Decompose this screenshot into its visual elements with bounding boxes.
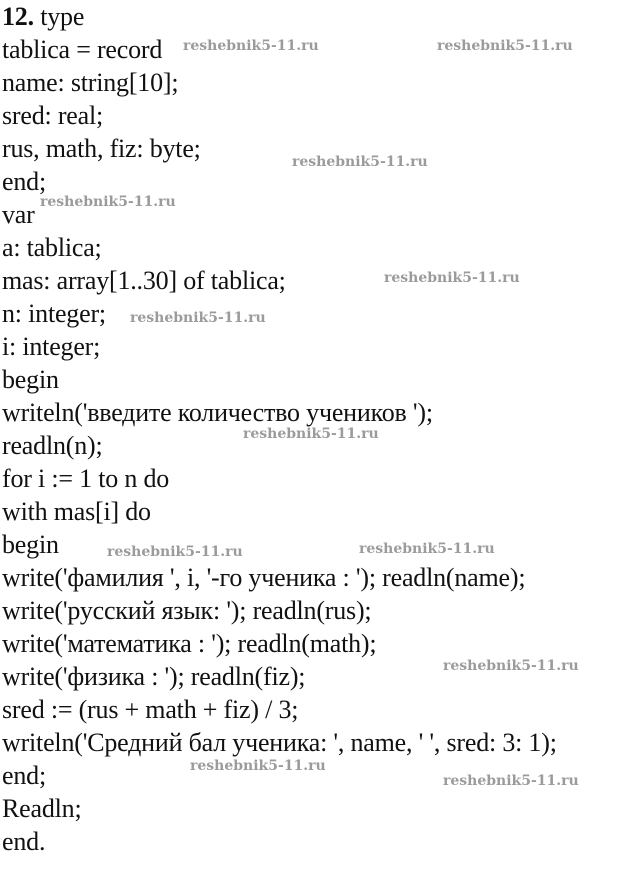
watermark: reshebnik5-11.ru [183,38,319,54]
watermark: reshebnik5-11.ru [437,38,573,54]
code-line-20: write('физика : '); readln(fiz); [2,662,306,691]
code-line-2: name: string[10]; [2,68,179,97]
code-line-1: tablica = record [2,35,163,64]
code-line-7: a: tablica; [2,233,102,262]
type-keyword: type [33,2,85,31]
watermark: reshebnik5-11.ru [130,310,266,326]
watermark: reshebnik5-11.ru [107,544,243,560]
watermark: reshebnik5-11.ru [190,758,326,774]
code-line-17: write('фамилия ', i, '-го ученика : '); readln(name); [2,563,526,592]
watermark: reshebnik5-11.ru [292,154,428,170]
watermark: reshebnik5-11.ru [384,270,520,286]
code-line-14: for i := 1 to n do [2,464,170,493]
code-line-23: end; [2,761,46,790]
code-line-3: sred: real; [2,101,104,130]
code-line-18: write('русский язык: '); readln(rus); [2,596,372,625]
problem-number: 12. [2,2,34,31]
code-line-19: write('математика : '); readln(math); [2,629,377,658]
code-line-13: readln(n); [2,431,103,460]
code-line-25: end. [2,827,46,856]
code-line-8: mas: array[1..30] of tablica; [2,266,286,295]
code-line-24: Readln; [2,794,82,823]
code-line-11: begin [2,365,59,394]
code-line-9: n: integer; [2,299,106,328]
watermark: reshebnik5-11.ru [40,194,176,210]
code-line-4: rus, math, fiz: byte; [2,134,201,163]
watermark: reshebnik5-11.ru [359,541,495,557]
code-line-12: writeln('введите количество учеников '); [2,398,433,427]
code-line-10: i: integer; [2,332,101,361]
code-line-16: begin [2,530,59,559]
code-line-5: end; [2,167,46,196]
code-line-6: var [2,200,35,229]
watermark: reshebnik5-11.ru [243,426,379,442]
watermark: reshebnik5-11.ru [443,773,579,789]
watermark: reshebnik5-11.ru [443,658,579,674]
code-line-22: writeln('Средний бал ученика: ', name, ' ', sred: 3: 1); [2,728,557,757]
problem-header [2,0,84,33]
code-line-15: with mas[i] do [2,497,151,526]
code-line-21: sred := (rus + math + fiz) / 3; [2,695,299,724]
